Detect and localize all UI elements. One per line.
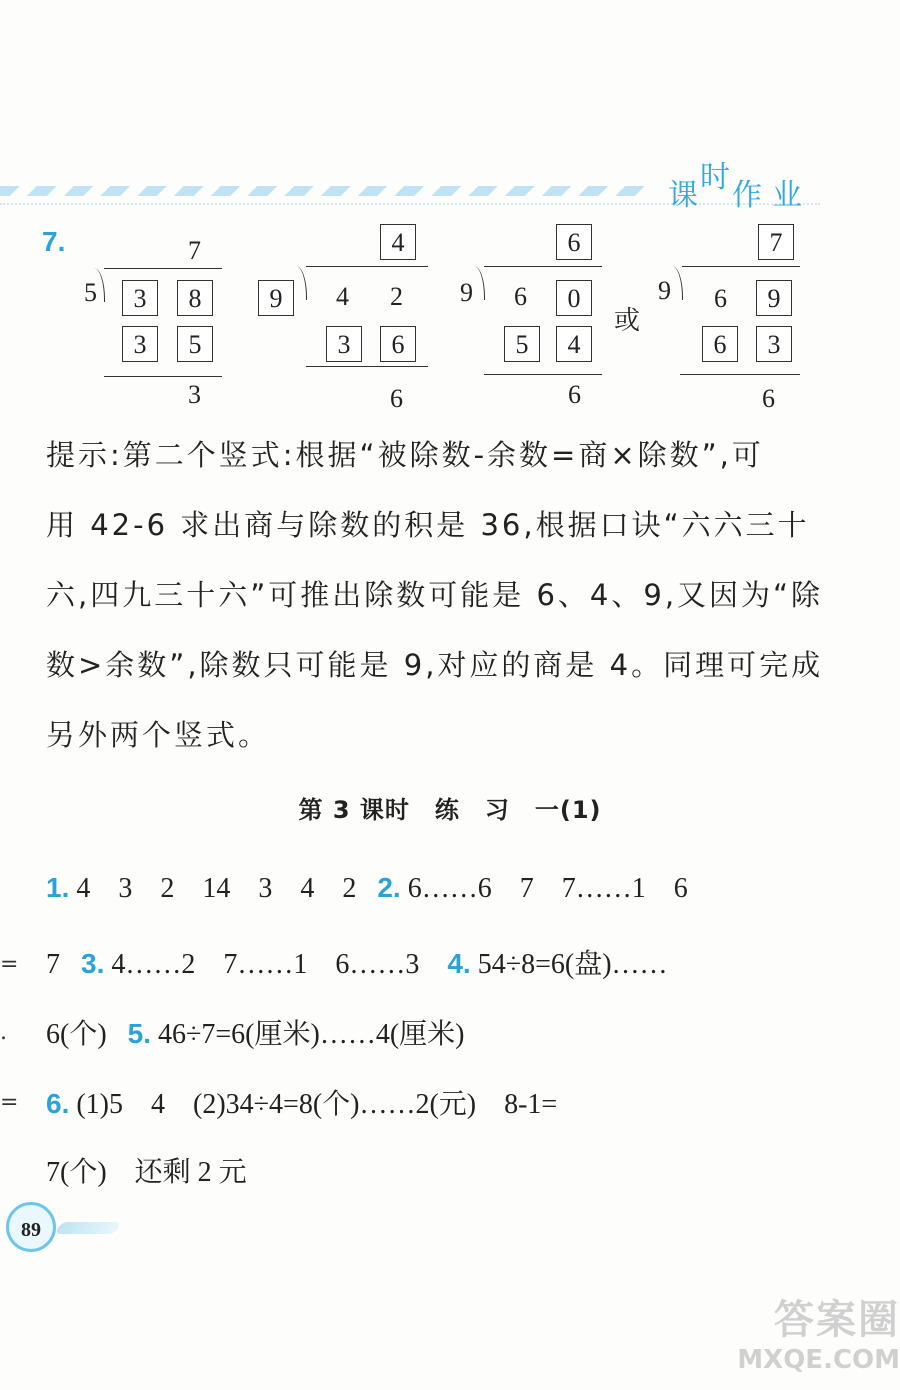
answer-text: 6(个) xyxy=(46,1019,128,1050)
division-bracket xyxy=(94,268,105,302)
question-number: 1. xyxy=(46,872,70,903)
question-number: 3. xyxy=(81,948,105,979)
answer-text: (1)5 4 (2)34÷4=8(个)……2(元) 8-1= xyxy=(69,1089,558,1120)
answer-box: 4 xyxy=(380,224,416,260)
division-bar xyxy=(682,266,800,267)
question-number: 4. xyxy=(447,948,471,979)
watermark xyxy=(700,1288,900,1375)
answer-box: 3 xyxy=(122,326,158,362)
hint-line: 数>余数”,除数只可能是 9,对应的商是 4。同理可完成 xyxy=(46,648,824,682)
answer-box: 3 xyxy=(326,326,362,362)
answer-line xyxy=(46,1082,557,1122)
dividend-digit: 6 xyxy=(714,284,727,313)
answer-box: 3 xyxy=(122,280,158,316)
remainder: 6 xyxy=(390,384,403,413)
margin-mark: . xyxy=(0,1020,7,1045)
answer-box: 5 xyxy=(504,326,540,362)
answer-line xyxy=(46,1150,247,1190)
division-bracket xyxy=(474,266,485,300)
margin-mark: = xyxy=(0,1090,19,1115)
answer-text: 4 3 2 14 3 4 2 xyxy=(69,873,378,904)
hint-line: 用 42-6 求出商与除数的积是 36,根据口诀“六六三十 xyxy=(46,508,810,542)
page-number: 89 xyxy=(6,1202,56,1252)
dividend-digit: 4 xyxy=(336,282,349,311)
header-stripe xyxy=(0,186,650,196)
question-number: 5. xyxy=(127,1018,152,1049)
answer-box: 9 xyxy=(258,280,294,316)
answer-text: 4……2 7……1 6……3 xyxy=(104,949,448,980)
answer-box: 6 xyxy=(702,326,738,362)
header-char: 作 xyxy=(732,178,764,213)
header-char: 业 xyxy=(772,178,804,213)
divisor: 5 xyxy=(84,278,97,307)
watermark-text: 答案圈 xyxy=(774,1297,900,1343)
header-char: 课 xyxy=(668,178,700,213)
section-title: 第 3 课时 练 习 一(1) xyxy=(298,796,602,824)
question-number: 2. xyxy=(377,872,401,903)
answer-line xyxy=(46,1012,464,1052)
answer-text: 6……6 7 7……1 6 xyxy=(400,873,688,904)
subtraction-line xyxy=(306,366,428,367)
watermark-url: MXQE.COM xyxy=(737,1345,900,1375)
division-bar xyxy=(104,268,222,269)
division-bracket xyxy=(296,266,307,300)
subtraction-line xyxy=(484,374,602,375)
remainder: 6 xyxy=(762,384,775,413)
answer-box: 6 xyxy=(380,326,416,362)
subtraction-line xyxy=(104,376,222,377)
quotient: 7 xyxy=(188,236,201,265)
dividend-digit: 6 xyxy=(514,282,527,311)
answer-box: 3 xyxy=(756,326,792,362)
subtraction-line xyxy=(680,374,800,375)
answer-box: 0 xyxy=(556,280,592,316)
answer-box: 8 xyxy=(177,280,213,316)
remainder: 6 xyxy=(568,380,581,409)
hint-line: 六,四九三十六”可推出除数可能是 6、4、9,又因为“除 xyxy=(46,578,824,612)
header-char: 时 xyxy=(700,160,732,195)
answer-box: 9 xyxy=(756,280,792,316)
header-title xyxy=(668,152,804,213)
question-number: 7. xyxy=(42,226,66,257)
division-bar xyxy=(306,266,428,267)
margin-mark: = xyxy=(0,952,19,977)
answer-box: 4 xyxy=(556,326,592,362)
remainder: 3 xyxy=(188,380,201,409)
answer-text: 46÷7=6(厘米)……4(厘米) xyxy=(151,1019,465,1050)
answer-line xyxy=(46,872,688,905)
division-bar xyxy=(484,266,602,267)
division-bracket xyxy=(672,266,683,300)
answer-box: 5 xyxy=(177,326,213,362)
answer-text: 7 xyxy=(46,949,81,980)
divisor: 9 xyxy=(460,278,473,307)
answer-box: 6 xyxy=(556,224,592,260)
hint-line: 提示:第二个竖式:根据“被除数-余数=商×除数”,可 xyxy=(46,438,764,472)
answer-box: 7 xyxy=(758,224,794,260)
dividend-digit: 2 xyxy=(390,282,403,311)
or-label: 或 xyxy=(614,306,641,336)
answer-line xyxy=(46,942,668,982)
answer-text: 7(个) 还剩 2 元 xyxy=(46,1157,247,1188)
divisor: 9 xyxy=(658,276,671,305)
page-swoosh xyxy=(55,1222,122,1234)
answer-text: 54÷8=6(盘)…… xyxy=(470,949,668,980)
question-number: 6. xyxy=(46,1088,70,1119)
hint-line: 另外两个竖式。 xyxy=(46,718,271,752)
